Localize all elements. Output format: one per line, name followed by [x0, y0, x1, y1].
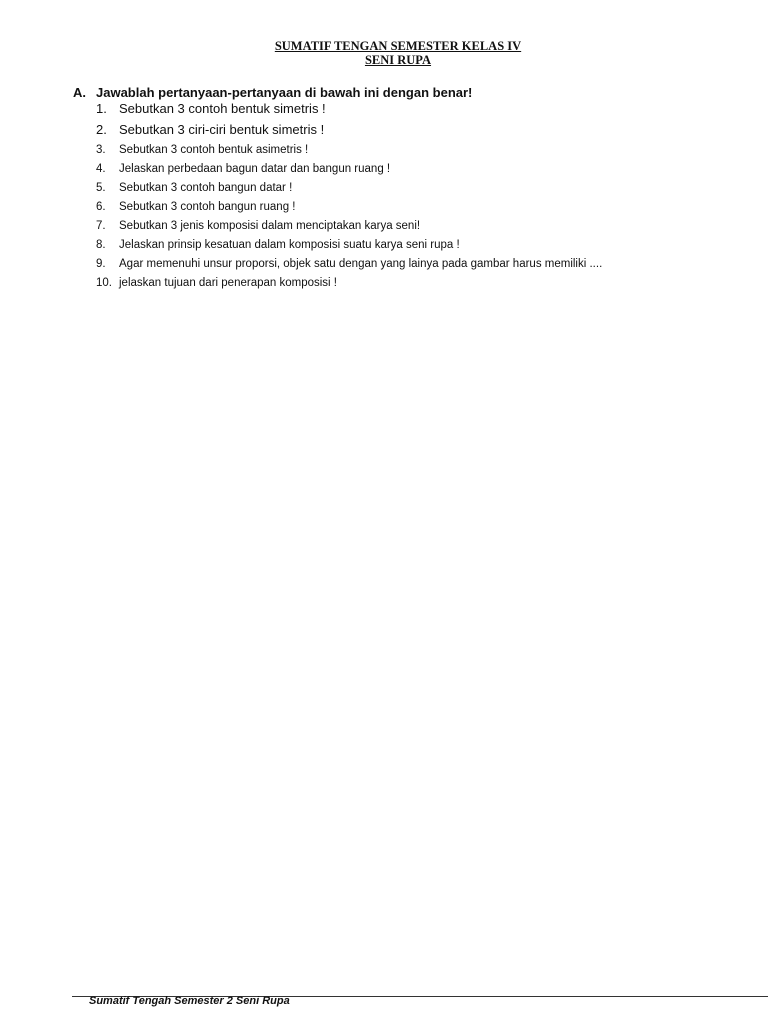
- question-number: 5.: [96, 182, 106, 194]
- question-number: 10.: [96, 277, 112, 289]
- question-text: Sebutkan 3 contoh bangun ruang !: [119, 201, 296, 213]
- question-text: Sebutkan 3 ciri-ciri bentuk simetris !: [119, 122, 325, 137]
- question-item: [73, 143, 753, 162]
- footer-text: Sumatif Tengah Semester 2 Seni Rupa: [89, 995, 290, 1007]
- question-number: 6.: [96, 201, 106, 213]
- question-number: 8.: [96, 239, 106, 251]
- question-item: [73, 219, 753, 238]
- question-section: [73, 85, 753, 295]
- question-number: 9.: [96, 258, 106, 270]
- question-text: Sebutkan 3 contoh bentuk asimetris !: [119, 144, 309, 156]
- question-number: 2.: [96, 122, 107, 137]
- document-header: [0, 39, 768, 67]
- question-text: Jelaskan prinsip kesatuan dalam komposisi suatu karya seni rupa !: [119, 239, 460, 251]
- question-text: Sebutkan 3 jenis komposisi dalam menciptakan karya seni!: [119, 220, 421, 232]
- question-text: Jelaskan perbedaan bagun datar dan bangun ruang !: [119, 163, 391, 175]
- question-item: [73, 257, 753, 276]
- section-heading: [73, 85, 753, 101]
- section-letter: A.: [73, 85, 86, 100]
- question-item: [73, 101, 753, 122]
- document-subtitle: SENI RUPA: [364, 53, 432, 67]
- question-text: jelaskan tujuan dari penerapan komposisi !: [119, 277, 337, 289]
- question-item: [73, 181, 753, 200]
- question-list: [73, 101, 753, 295]
- document-title: SUMATIF TENGAN SEMESTER KELAS IV: [274, 39, 522, 53]
- question-number: 4.: [96, 163, 106, 175]
- section-instruction: Jawablah pertanyaan-pertanyaan di bawah ini dengan benar!: [96, 85, 473, 100]
- question-text: Sebutkan 3 contoh bentuk simetris !: [119, 101, 326, 116]
- question-number: 3.: [96, 144, 106, 156]
- question-item: [73, 122, 753, 143]
- question-text: Sebutkan 3 contoh bangun datar !: [119, 182, 293, 194]
- question-item: [73, 276, 753, 295]
- question-item: [73, 200, 753, 219]
- question-number: 7.: [96, 220, 106, 232]
- question-item: [73, 162, 753, 181]
- question-item: [73, 238, 753, 257]
- question-number: 1.: [96, 101, 107, 116]
- question-text: Agar memenuhi unsur proporsi, objek satu dengan yang lainya pada gambar harus memiliki ....: [119, 258, 603, 270]
